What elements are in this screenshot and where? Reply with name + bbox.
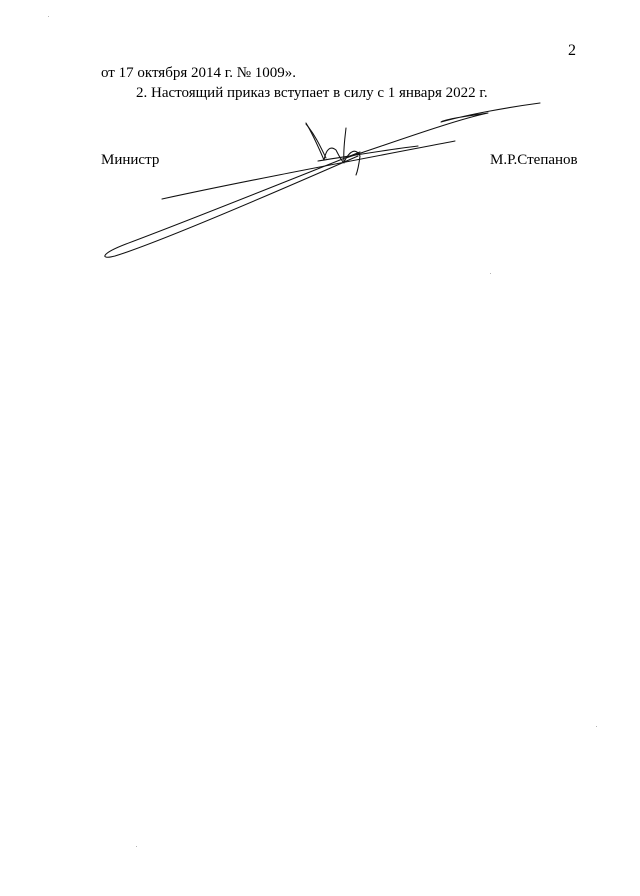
body-text-paragraph: 2. Настоящий приказ вступает в силу с 1 января 2022 г. [136, 85, 488, 101]
scan-speck [490, 273, 491, 274]
body-text-line: от 17 октября 2014 г. № 1009». [101, 65, 297, 81]
page-number: 2 [568, 42, 576, 59]
signer-title: Министр [101, 152, 160, 168]
scan-speck [596, 726, 597, 727]
scan-speck [48, 16, 49, 17]
scan-speck [136, 846, 137, 847]
signer-name: М.Р.Степанов [490, 152, 578, 168]
